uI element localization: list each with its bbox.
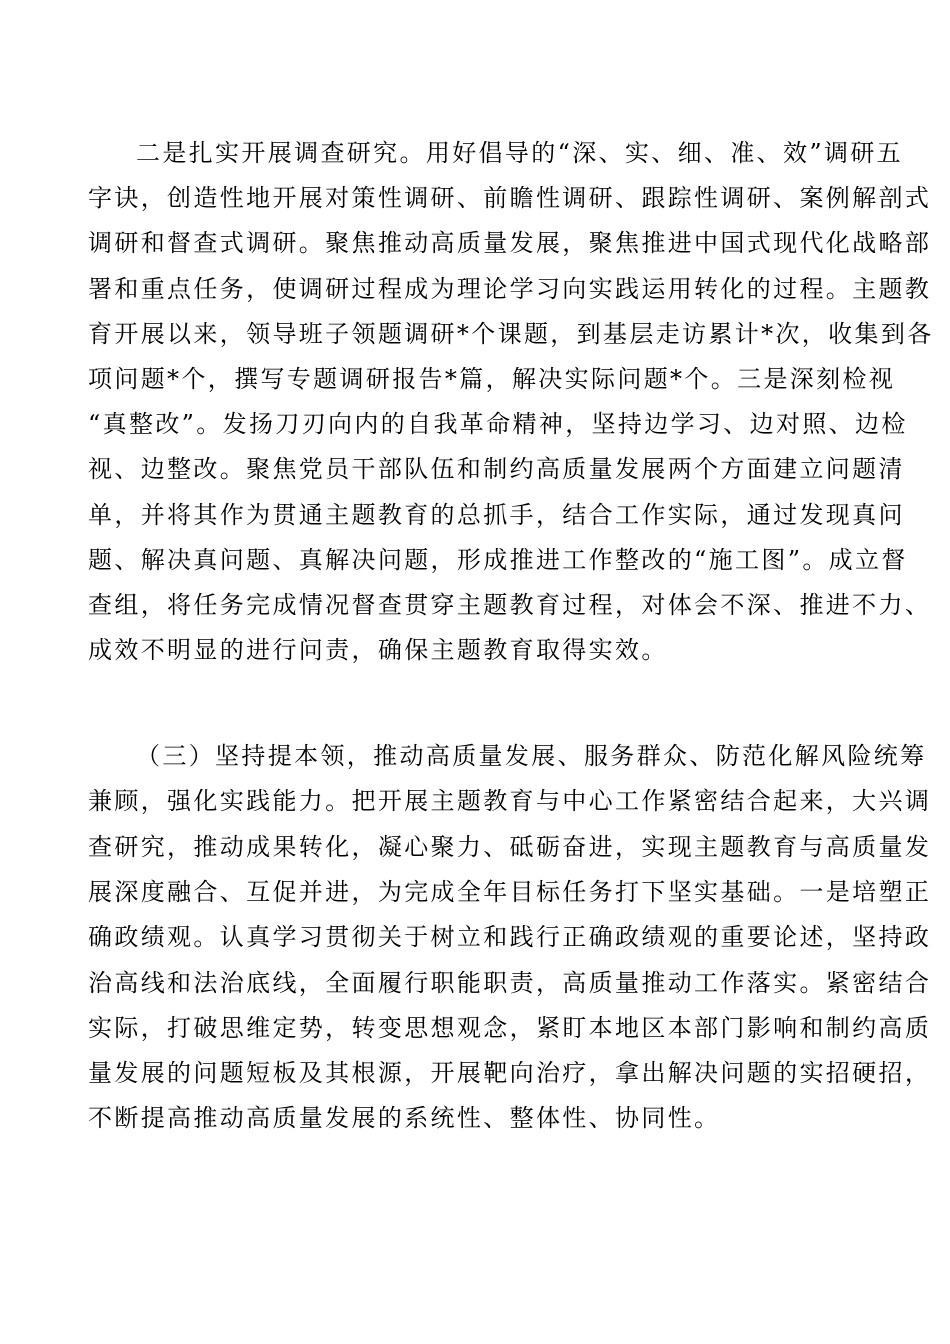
text-line: 调研和督查式调研。聚焦推动高质量发展，聚焦推进中国式现代化战略部 bbox=[88, 229, 932, 258]
text-line: 视、边整改。聚焦党员干部队伍和制约高质量发展两个方面建立问题清 bbox=[88, 455, 905, 484]
text-line: 二是扎实开展调查研究。用好倡导的“深、实、细、准、效”调研五 bbox=[136, 139, 904, 167]
text-line: 题、解决真问题、真解决问题，形成推进工作整改的“施工图”。成立督 bbox=[88, 545, 908, 574]
text-line: （三）坚持提本领，推动高质量发展、服务群众、防范化解风险统筹 bbox=[136, 742, 927, 770]
text-line: 实际，打破思维定势，转变思想观念，紧盯本地区本部门影响和制约高质 bbox=[88, 1013, 932, 1042]
text-line: 成效不明显的进行问责，确保主题教育取得实效。 bbox=[88, 636, 668, 665]
text-line: 兼顾，强化实践能力。把开展主题教育与中心工作紧密结合起来，大兴调 bbox=[88, 787, 932, 816]
text-line: 治高线和法治底线，全面履行职能职责，高质量推动工作落实。紧密结合 bbox=[88, 968, 932, 997]
text-line: 育开展以来，领导班子领题调研*个课题，到基层走访累计*次，收集到各 bbox=[88, 319, 934, 348]
text-line: 查组，将任务完成情况督查贯穿主题教育过程，对体会不深、推进不力、 bbox=[88, 591, 932, 619]
text-line: 字诀，创造性地开展对策性调研、前瞻性调研、跟踪性调研、案例解剖式 bbox=[88, 184, 932, 213]
text-line: “真整改”。发扬刀刃向内的自我革命精神，坚持边学习、边对照、边检 bbox=[88, 410, 908, 439]
text-line: 署和重点任务，使调研过程成为理论学习向实践运用转化的过程。主题教 bbox=[88, 274, 932, 303]
text-line: 量发展的问题短板及其根源，开展靶向治疗，拿出解决问题的实招硬招， bbox=[88, 1059, 932, 1088]
text-line: 查研究，推动成果转化，凝心聚力、砥砺奋进，实现主题教育与高质量发 bbox=[88, 832, 932, 861]
text-line: 确政绩观。认真学习贯彻关于树立和践行正确政绩观的重要论述，坚持政 bbox=[88, 923, 932, 952]
text-line: 项问题*个，撰写专题调研报告*篇，解决实际问题*个。三是深刻检视 bbox=[88, 365, 896, 393]
text-line: 不断提高推动高质量发展的系统性、整体性、协同性。 bbox=[88, 1104, 721, 1133]
text-line: 展深度融合、互促并进，为完成全年目标任务打下坚实基础。一是培塑正 bbox=[88, 877, 932, 906]
text-line: 单，并将其作为贯通主题教育的总抓手，结合工作实际，通过发现真问 bbox=[88, 500, 905, 529]
